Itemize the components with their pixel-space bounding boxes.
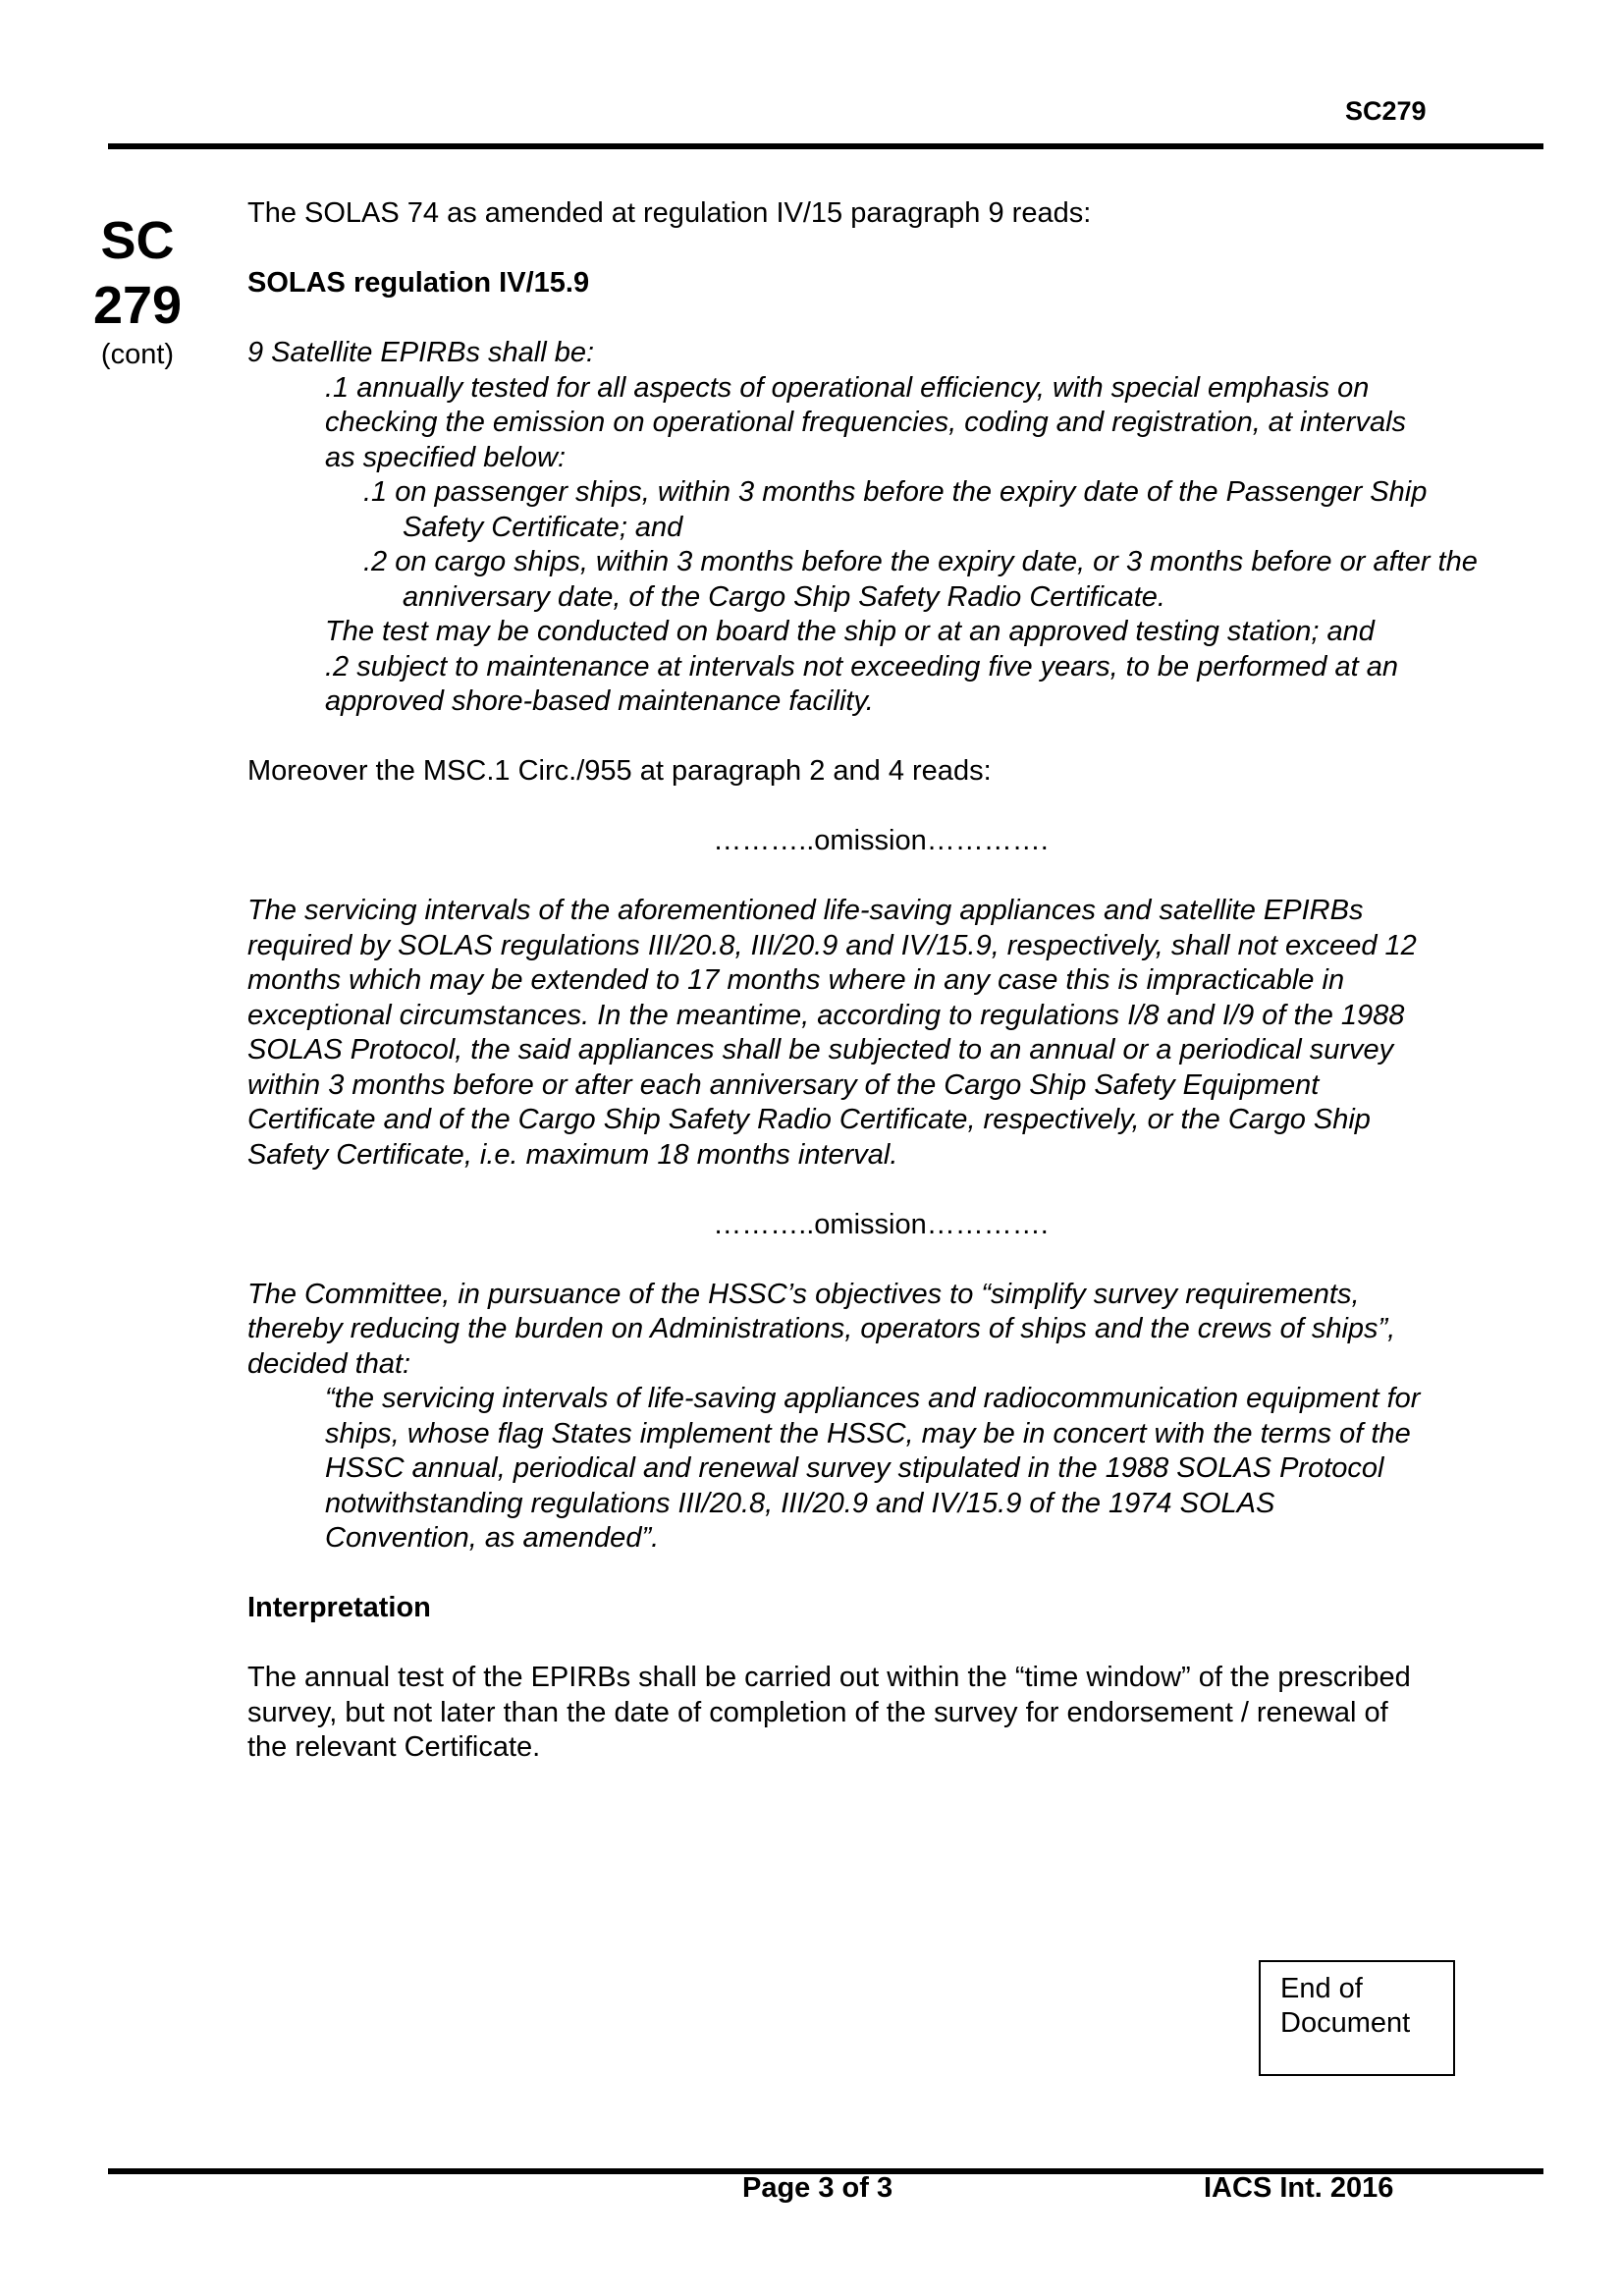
top-rule: [108, 143, 1543, 149]
end-box-line1: End of: [1280, 1973, 1363, 2004]
side-tab-line3: (cont): [100, 339, 175, 370]
footer-organization: IACS Int. 2016: [1204, 2172, 1394, 2204]
interpretation-line: The annual test of the EPIRBs shall be carried out within the “time window” of the prescribed: [247, 1662, 1411, 1693]
msc-paragraph-line: Certificate and of the Cargo Ship Safety Radio Certificate, respectively, or the Cargo Ship: [247, 1104, 1371, 1135]
committee-quote-line: ships, whose flag States implement the HSSC, may be in concert with the terms of the: [325, 1417, 1411, 1449]
committee-line: thereby reducing the burden on Administrations, operators of ships and the crews of ships”,: [247, 1313, 1396, 1344]
msc-intro: Moreover the MSC.1 Circ./955 at paragraph 2 and 4 reads:: [247, 755, 992, 787]
msc-paragraph-line: SOLAS Protocol, the said appliances shall be subjected to an annual or a periodical survey: [247, 1034, 1394, 1066]
regulation-item-1-line: as specified below:: [325, 441, 567, 473]
side-tab: [79, 208, 196, 371]
intro-paragraph: The SOLAS 74 as amended at regulation IV/15 paragraph 9 reads:: [247, 197, 1092, 229]
regulation-lead: 9 Satellite EPIRBs shall be:: [247, 337, 595, 368]
interpretation-line: the relevant Certificate.: [247, 1731, 541, 1763]
committee-quote-line: “the servicing intervals of life-saving appliances and radiocommunication equipment for: [325, 1383, 1421, 1414]
committee-quote-line: Convention, as amended”.: [325, 1522, 660, 1554]
committee-line: The Committee, in pursuance of the HSSC’s objectives to “simplify survey requirements,: [247, 1278, 1360, 1310]
interpretation-heading: Interpretation: [247, 1592, 431, 1623]
committee-quote-line: HSSC annual, periodical and renewal survey stipulated in the 1988 SOLAS Protocol: [325, 1452, 1384, 1484]
msc-paragraph-line: Safety Certificate, i.e. maximum 18 months interval.: [247, 1138, 898, 1171]
msc-paragraph-line: months which may be extended to 17 months where in any case this is impracticable in: [247, 964, 1345, 996]
regulation-heading: SOLAS regulation IV/15.9: [247, 267, 590, 299]
regulation-item-2-line: .2 subject to maintenance at intervals not exceeding five years, to be performed at an: [325, 650, 1398, 683]
side-tab-line1: SC: [100, 211, 175, 270]
regulation-sub-item-1: .1 on passenger ships, within 3 months before the expiry date of the Passenger Ship Safety Certificate; and: [363, 476, 1428, 543]
msc-paragraph-line: required by SOLAS regulations III/20.8, III/20.9 and IV/15.9, respectively, shall not exceed 12: [247, 929, 1417, 961]
end-box-line2: Document: [1280, 2007, 1411, 2039]
msc-paragraph-line: within 3 months before or after each anniversary of the Cargo Ship Safety Equipment: [247, 1068, 1320, 1101]
header-code: SC279: [1345, 96, 1427, 126]
omission-marker: ………..omission………….: [713, 1208, 1049, 1240]
msc-paragraph-line: The servicing intervals of the aforementioned life-saving appliances and satellite EPIRBs: [247, 895, 1364, 926]
document-body: [247, 196, 1514, 1766]
interpretation-line: survey, but not later than the date of completion of the survey for endorsement / renewal of: [247, 1696, 1388, 1728]
regulation-test-line: The test may be conducted on board the ship or at an approved testing station; and: [325, 616, 1375, 647]
regulation-item-1-line: .1 annually tested for all aspects of operational efficiency, with special emphasis on: [325, 371, 1370, 404]
regulation-sub-item-2: .2 on cargo ships, within 3 months before the expiry date, or 3 months before or after the anniversary date, of the Cargo Ship Safety Radio Certificate.: [363, 546, 1478, 613]
regulation-item-2-line: approved shore-based maintenance facility.: [325, 685, 874, 717]
footer-page-number: Page 3 of 3: [742, 2172, 893, 2204]
committee-line: decided that:: [247, 1347, 411, 1380]
regulation-item-1-line: checking the emission on operational frequencies, coding and registration, at intervals: [325, 407, 1407, 438]
committee-quote-line: notwithstanding regulations III/20.8, III/20.9 and IV/15.9 of the 1974 SOLAS: [325, 1487, 1275, 1519]
msc-paragraph-line: exceptional circumstances. In the meantime, according to regulations I/8 and I/9 of the 1988: [247, 999, 1405, 1031]
omission-marker: ………..omission………….: [713, 825, 1049, 856]
end-of-document-box: [1259, 1960, 1455, 2076]
side-tab-line2: 279: [92, 276, 183, 335]
